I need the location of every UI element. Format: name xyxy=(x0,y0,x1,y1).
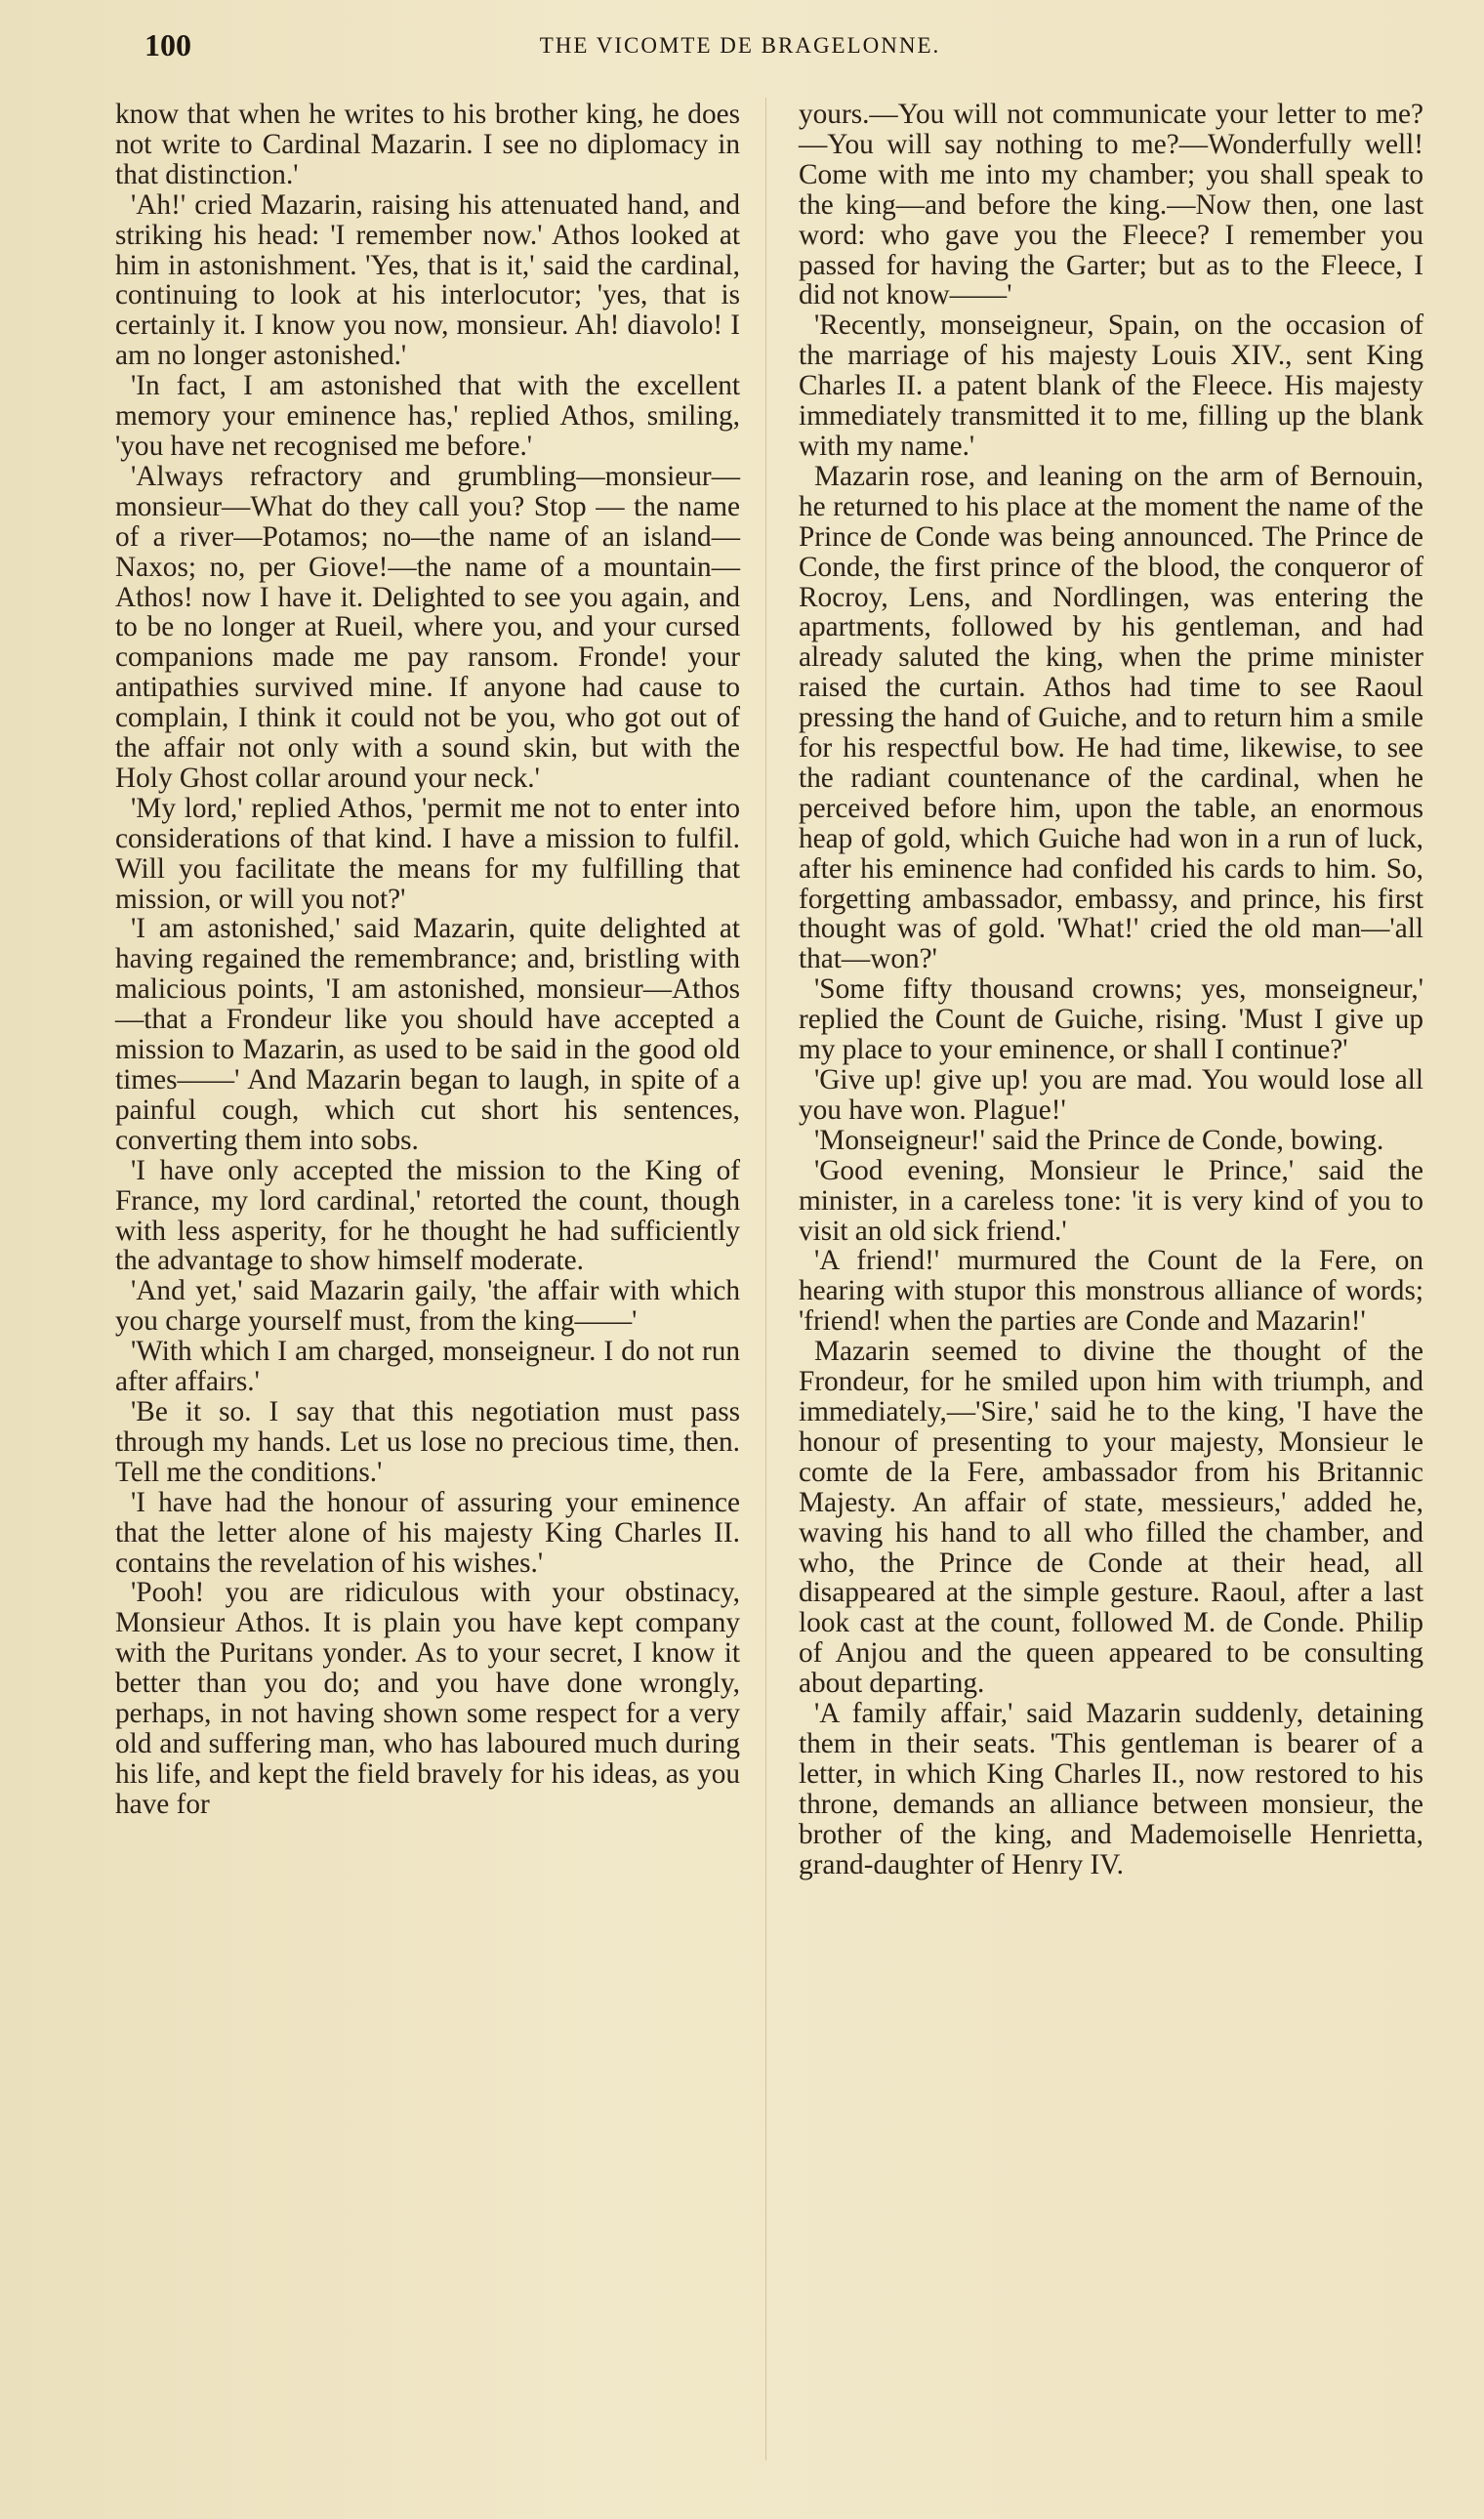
paragraph: 'Recently, monseigneur, Spain, on the occasion of the marriage of his majesty Louis XIV., sent King Charles II. a patent blank of the Fleece. His majesty immediately transmitted it to me, filling up the blank with my name.' xyxy=(799,310,1423,462)
paragraph: yours.—You will not communicate your letter to me?—You will say nothing to me?—Wonderfully well! Come with me into my chamber; you shall speak to the king—and before the king.—Now then, one last word: who gave you the Fleece? I remember you passed for having the Garter; but as to the Fleece, I did not know——' xyxy=(799,99,1423,311)
paragraph: 'Monseigneur!' said the Prince de Conde, bowing. xyxy=(814,1124,1384,1156)
paragraph: 'Ah!' cried Mazarin, raising his attenuated hand, and striking his head: 'I remember now.' Athos looked at him in astonishment. 'Yes, that is it,' said the cardinal, continuing to look at his interlocutor; 'yes, that is certainly it. I know you now, monsieur. Ah! diavolo! I am no longer astonished.' xyxy=(115,188,740,372)
right-column xyxy=(799,100,1423,1879)
paragraph: 'Give up! give up! you are mad. You would lose all you have won. Plague!' xyxy=(799,1064,1423,1126)
paragraph: 'Be it so. I say that this negotiation must pass through my hands. Let us lose no precious time, then. Tell me the conditions.' xyxy=(115,1395,740,1488)
paragraph: 'Some fifty thousand crowns; yes, monseigneur,' replied the Count de Guiche, rising. 'Must I give up my place to your eminence, or shall I continue?' xyxy=(799,973,1423,1066)
paragraph: 'I have had the honour of assuring your eminence that the letter alone of his majesty King Charles II. contains the revelation of his wishes.' xyxy=(115,1486,740,1579)
paragraph: 'A family affair,' said Mazarin suddenly, detaining them in their seats. 'This gentleman is bearer of a letter, in which King Charles II., now restored to his throne, demands an alliance between monsieur, the brother of the king, and Mademoiselle Henrietta, grand-daughter of Henry IV. xyxy=(799,1698,1423,1880)
running-title: THE VICOMTE DE BRAGELONNE. xyxy=(539,33,941,58)
paragraph: know that when he writes to his brother king, he does not write to Cardinal Mazarin. I see no diplomacy in that distinction.' xyxy=(115,99,740,190)
paragraph: 'I am astonished,' said Mazarin, quite delighted at having regained the remembrance; and, bristling with malicious points, 'I am astonished, monsieur—Athos—that a Frondeur like you should have accepted a mission to Mazarin, as used to be said in the good old times——' And Mazarin began to laugh, in spite of a painful cough, which cut short his sentences, converting them into sobs. xyxy=(115,913,740,1156)
paragraph: 'A friend!' murmured the Count de la Fere, on hearing with stupor this monstrous alliance of words; 'friend! when the parties are Conde and Mazarin!' xyxy=(799,1245,1423,1338)
paragraph: 'Always refractory and grumbling—monsieur—monsieur—What do they call you? Stop — the name of a river—Potamos; no—the name of an island—Naxos; no, per Giove!—the name of a mountain—Athos! now I have it. Delighted to see you again, and to be no longer at Rueil, where you, and your cursed companions made me pay ransom. Fronde! your antipathies survived mine. If anyone had cause to complain, I think it could not be you, who got out of the affair not only with a sound skin, but with the Holy Ghost collar around your neck.' xyxy=(115,460,740,794)
paragraph: 'Pooh! you are ridiculous with your obstinacy, Monsieur Athos. It is plain you have kept company with the Puritans yonder. As to your secret, I know it better than you do; and you have done wrongly, perhaps, in not having shown some respect for a very old and suffering man, who has laboured much during his life, and kept the field bravely for his ideas, as you have for xyxy=(115,1577,740,1820)
paragraph: 'In fact, I am astonished that with the excellent memory your eminence has,' replied Athos, smiling, 'you have net recognised me before.' xyxy=(115,370,740,462)
paragraph: 'And yet,' said Mazarin gaily, 'the affair with which you charge yourself must, from the king——' xyxy=(115,1275,740,1338)
left-column xyxy=(115,100,740,1820)
paragraph: 'With which I am charged, monseigneur. I do not run after affairs.' xyxy=(115,1336,740,1398)
paragraph: Mazarin seemed to divine the thought of the Frondeur, for he smiled upon him with triumph, and immediately,—'Sire,' said he to the king, 'I have the honour of presenting to your majesty, Monsieur le comte de la Fere, ambassador from his Britannic Majesty. An affair of state, messieurs,' added he, waving his hand to all who filled the chamber, and who, the Prince de Conde at their head, all disappeared at the simple gesture. Raoul, after a last look cast at the count, followed M. de Conde. Philip of Anjou and the queen appeared to be consulting about departing. xyxy=(799,1336,1423,1700)
page-number: 100 xyxy=(144,27,191,62)
page-header xyxy=(144,27,1453,66)
paragraph: Mazarin rose, and leaning on the arm of Bernouin, he returned to his place at the moment the name of the Prince de Conde was being announced. The Prince de Conde, the first prince of the blood, the conqueror of Rocroy, Lens, and Nordlingen, was entering the apartments, followed by his gentleman, and had already saluted the king, when the prime minister raised the curtain. Athos had time to see Raoul pressing the hand of Guiche, and to return him a smile for his respectful bow. He had time, likewise, to see the radiant countenance of the cardinal, when he perceived before him, upon the table, an enormous heap of gold, which Guiche had won in a run of luck, after his eminence had confided his cards to him. So, forgetting ambassador, embassy, and prince, his first thought was of gold. 'What!' cried the old man—'all that—won?' xyxy=(799,460,1423,975)
paragraph: 'Good evening, Monsieur le Prince,' said the minister, in a careless tone: 'it is very kind of you to visit an old sick friend.' xyxy=(799,1154,1423,1247)
paragraph: 'I have only accepted the mission to the King of France, my lord cardinal,' retorted the count, though with less asperity, for he thought he had sufficiently the advantage to show himself moderate. xyxy=(115,1154,740,1277)
column-divider xyxy=(765,98,766,2460)
paragraph: 'My lord,' replied Athos, 'permit me not to enter into considerations of that kind. I have a mission to fulfil. Will you facilitate the means for my fulfilling that mission, or will you not?' xyxy=(115,792,740,915)
